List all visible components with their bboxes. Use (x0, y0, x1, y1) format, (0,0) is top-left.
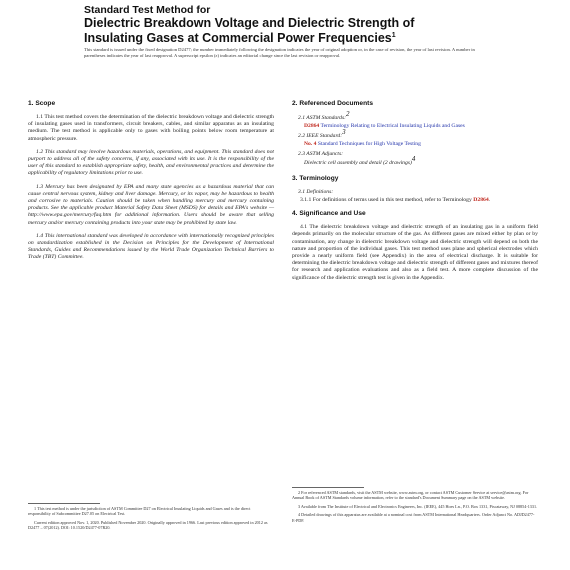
terminology-d2864-link[interactable]: D2864 (473, 197, 489, 203)
paragraph-3-1-1-end: . (488, 197, 491, 203)
paragraph-4-1: 4.1 The dielectric breakdown voltage and dielectric strength of an insulating gas in a uniform field depends primarily on the molecular structure of the gas. As different gases are mixed either by plan or by contamination, any change in dielectric breakdown voltage and dielectric strength will depend on both the nature and proportion of the individual gases. This test method uses plane and spherical electrodes which provide a nearly uniform field (see Appendix) in the area of electrical discharge. It is suitable for determining the dielectric breakdown voltage and dielectric strength of different gases and mixtures thereof for research and application evaluations and also as a field test. A more complete discussion of the significance of the dielectric strength test is given in the Appendix. (292, 224, 538, 281)
footnote-mark-4: 4 (411, 154, 416, 163)
footnote-1-edition: Current edition approved Nov. 1, 2020. Published November 2020. Originally approved in 1966. Last previous edition approved in 2012 as D2477 – 07(2012). DOI: 10.1520/D2477-07R20. (28, 519, 268, 531)
footnote-mark-2: 2 (346, 110, 350, 118)
paragraph-1-4: 1.4 This international standard was developed in accordance with internationally recognized principles on standardization established in the Decision on Principles for the Development of International Standards, Guides and Recommendations issued by the World Trade Organization Technical Barriers to Trade (TBT) Committee. (28, 232, 274, 261)
footnote-2: 2 For referenced ASTM standards, visit the ASTM website, www.astm.org, or contact ASTM Customer Service at service@astm.org. For Annual Book of ASTM Standards volume information, refer to the standard's Document Summary page on the ASTM website. (292, 490, 529, 501)
right-column (292, 100, 538, 288)
paragraph-1-3: 1.3 Mercury has been designated by EPA and many state agencies as a hazardous material that can cause central nervous system, kidney and liver damage. Mercury, or its vapor, may be hazardous to health and corrosive to materials. Caution should be taken when handling mercury and mercury containing products. See the applicable product Material Safety Data Sheet (MSDS) for details and EPA's website — http://www.epa.gov/mercury/faq.htm for additional information. Users should be aware that selling mercury and/or mercury containing products into your state may be prohibited by state law. (28, 183, 274, 226)
footnote-rule-right (292, 487, 364, 488)
footnotes-left (28, 506, 274, 534)
footnote-3: 3 Available from The Institute of Electrical and Electronics Engineers, Inc. (IEEE), 445 Hoes Ln., P.O. Box 1331, Piscataway, NJ 08854-1331. (298, 503, 538, 509)
astm-standards-subheading (298, 110, 538, 122)
reference-d2864-code[interactable]: D2864 (304, 123, 320, 130)
astm-standards-label: 2.1 ASTM Standards: (298, 114, 347, 121)
footnote-rule-left (28, 503, 100, 504)
title-block (84, 4, 484, 45)
title-main-line-2-text: Insulating Gases at Commercial Power Frequencies (84, 30, 392, 45)
ieee-standard-subheading (298, 128, 538, 140)
title-prefix: Standard Test Method for (84, 4, 211, 16)
definitions-subheading: 3.1 Definitions: (298, 188, 334, 195)
terminology-heading: 3. Terminology (292, 174, 339, 182)
title-footnote-mark: 1 (391, 31, 396, 39)
referenced-documents-heading: 2. Referenced Documents (292, 100, 373, 107)
reference-adjunct-text: Dielectric cell assembly and detail (2 drawings) (304, 159, 412, 166)
footnote-4: 4 Detailed drawings of this apparatus are available at a nominal cost from ASTM International Headquarters. Order Adjunct No. ADJD2477-E-PDF. (292, 512, 535, 523)
astm-adjuncts-subheading: 2.3 ASTM Adjuncts: (298, 150, 344, 157)
reference-adjunct (304, 154, 538, 167)
paragraph-3-1-1 (292, 197, 538, 204)
reference-d2864-title[interactable]: Terminology Relating to Electrical Insulating Liquids and Gases (320, 123, 465, 130)
title-main-line-2 (84, 31, 484, 46)
left-column (28, 100, 274, 268)
reference-d2864[interactable] (304, 123, 538, 130)
significance-heading: 4. Significance and Use (292, 210, 366, 218)
paragraph-1-1: 1.1 This test method covers the determination of the dielectric breakdown voltage and dielectric strength of insulating gases used in transformers, circuit breakers, cables, and similar apparatus as an insulating medium. The test method is applicable only to gases with boiling points below room temperature at atmospheric pressure. (28, 114, 274, 142)
paragraph-3-1-1-text: 3.1.1 For definitions of terms used in this test method, refer to Terminology (300, 197, 474, 203)
paragraph-1-2: 1.2 This standard may involve hazardous materials, operations, and equipment. This standard does not purport to address all of the safety concerns, if any, associated with its use. It is the responsibility of the user of this standard to establish appropriate safety, health, and environmental practices and determine the applicability of regulatory limitations prior to use. (28, 148, 274, 177)
ieee-standard-label: 2.2 IEEE Standard: (298, 133, 343, 140)
footnote-mark-3: 3 (342, 128, 346, 137)
reference-ieee-4-title[interactable]: Standard Techniques for High Voltage Testing (317, 141, 421, 148)
reference-ieee-4[interactable] (304, 141, 538, 148)
reference-ieee-4-code[interactable]: No. 4 (304, 141, 317, 148)
footnotes-right (292, 490, 538, 526)
designation-notice: This standard is issued under the fixed designation D2477; the number immediately following the designation indicates the year of original adoption or, in the case of revision, the year of last revision. A number in parentheses indicates the year of last reapproval. A superscript epsilon (ε) indicates an editorial change since the last revision or reapproval. (84, 47, 475, 58)
title-main-line-1: Dielectric Breakdown Voltage and Dielectric Strength of (84, 16, 415, 30)
scope-heading: 1. Scope (28, 100, 56, 107)
footnote-1: 1 This test method is under the jurisdiction of ASTM Committee D27 on Electrical Insulating Liquids and Gases and is the direct responsibility of Subcommittee D27.05 on Electrical Test. (28, 506, 251, 517)
